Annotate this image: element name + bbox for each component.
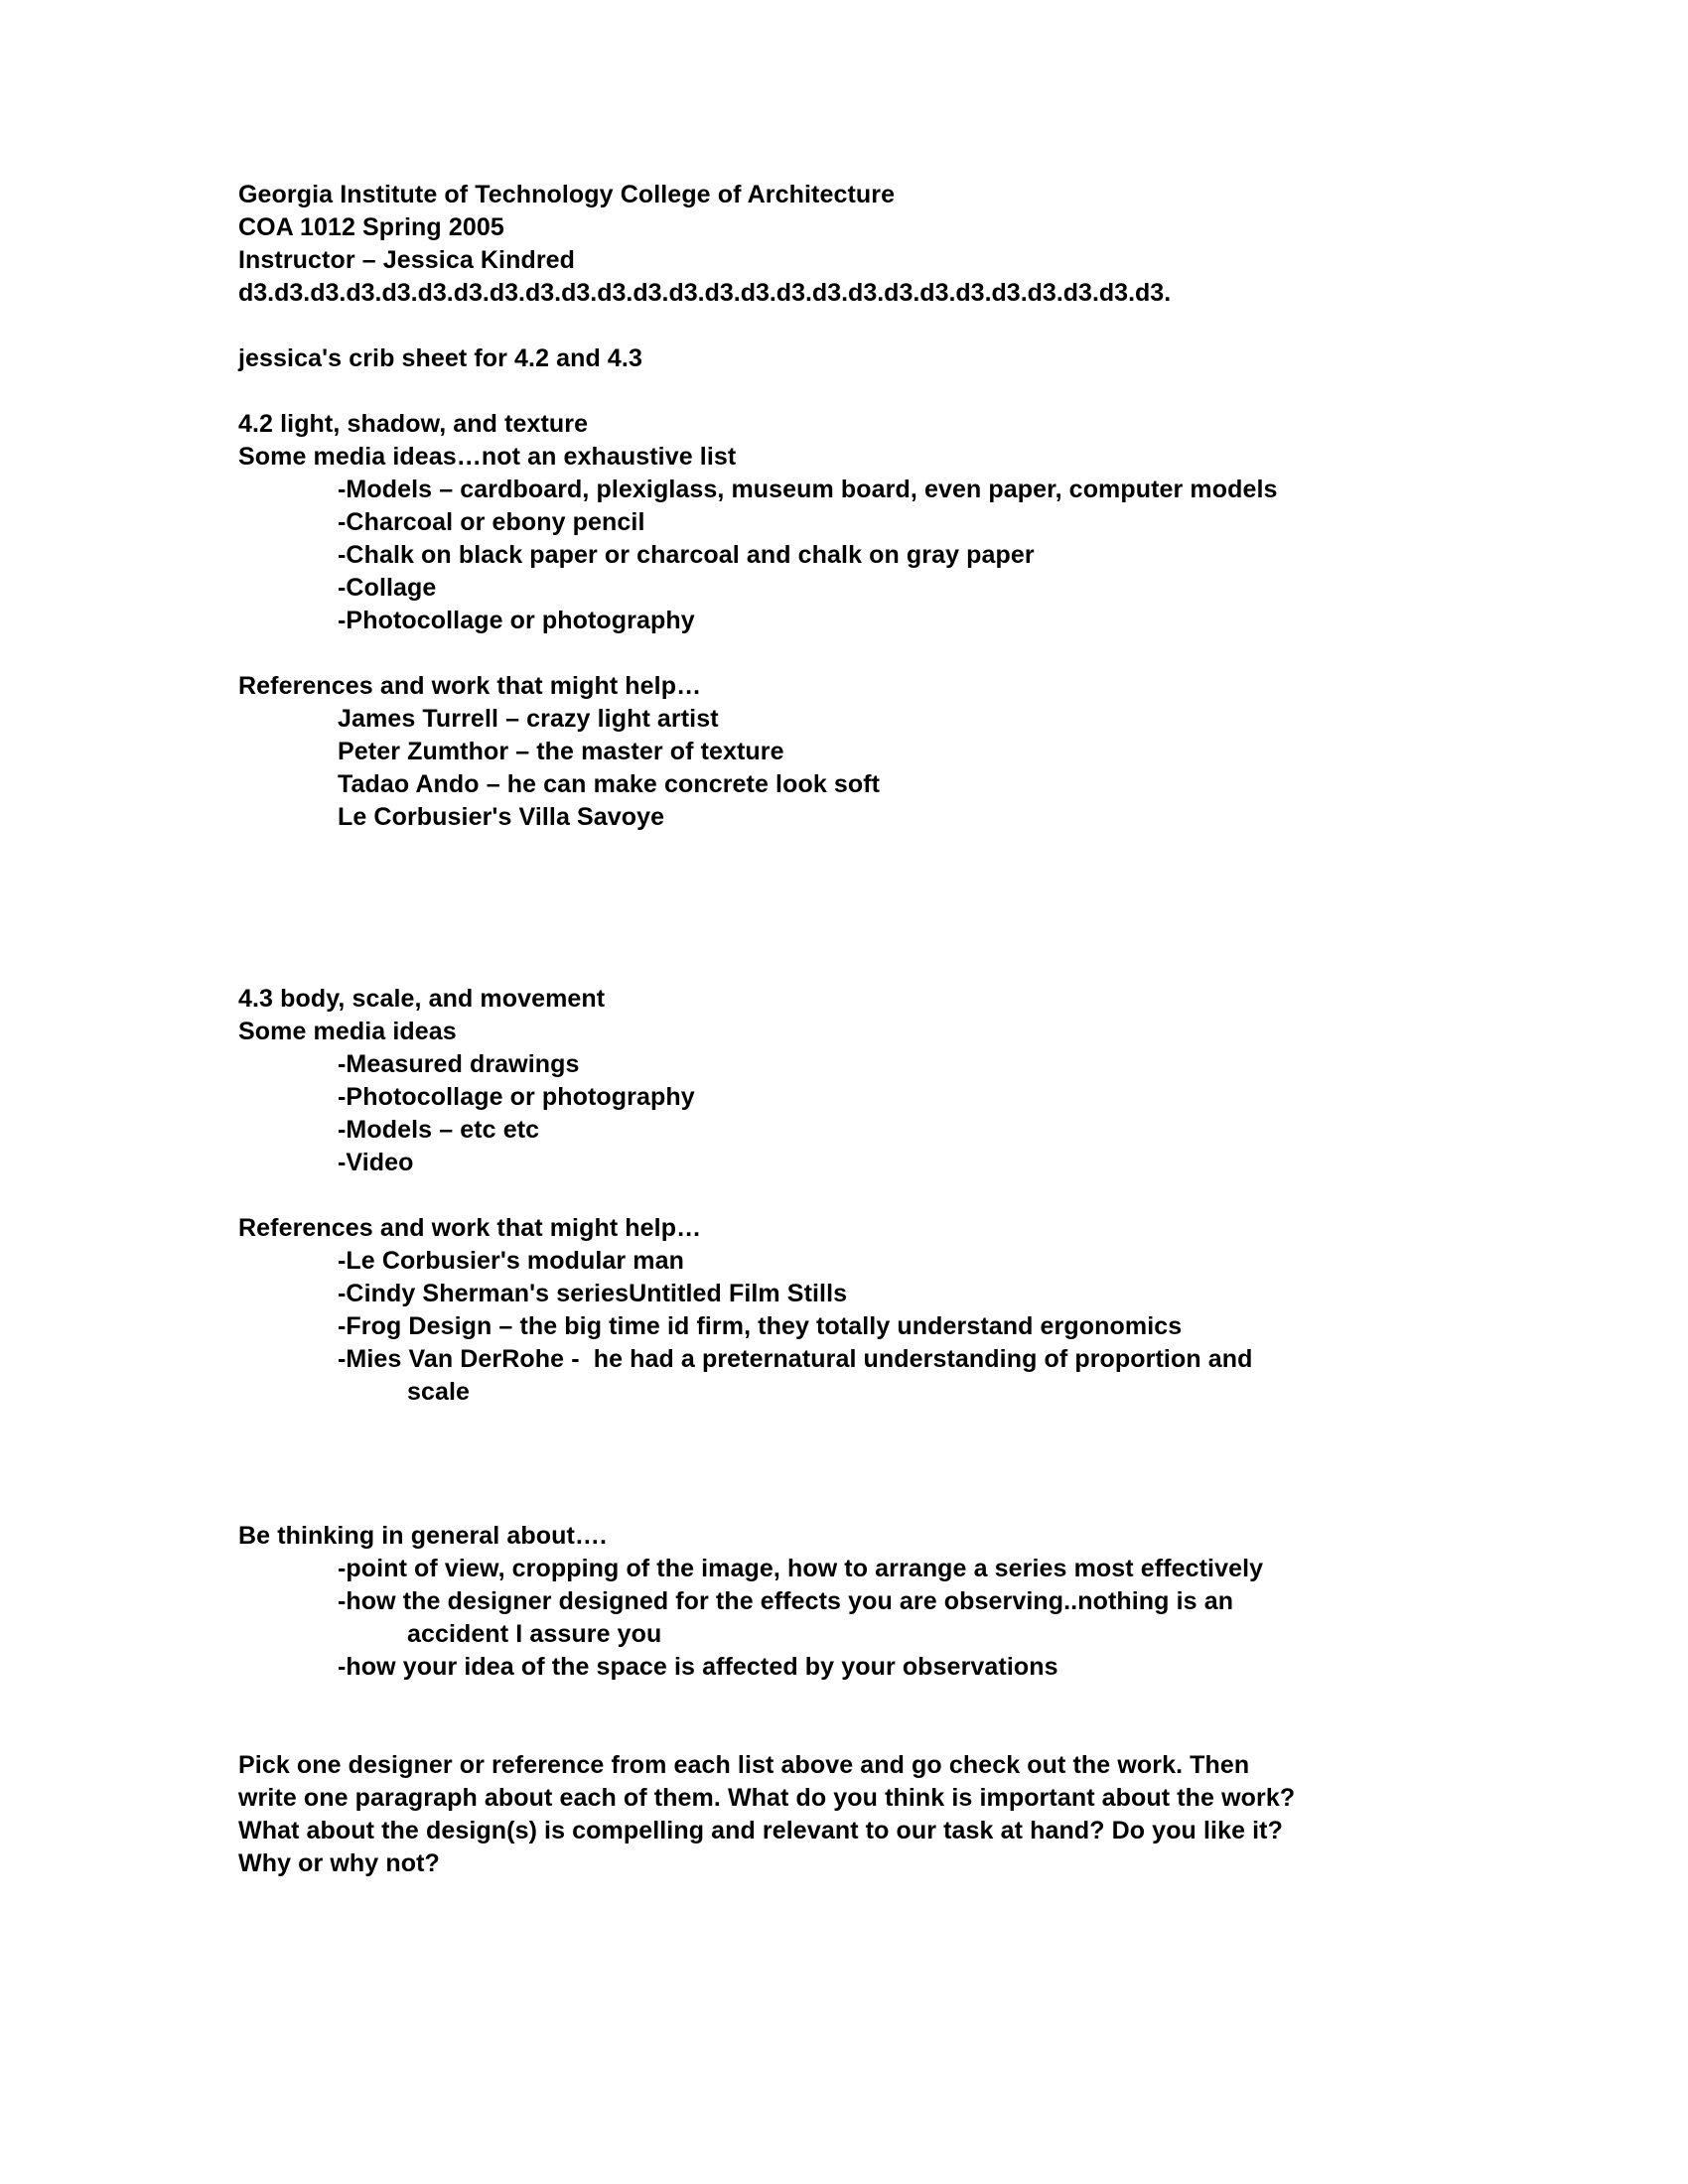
course-line: COA 1012 Spring 2005 xyxy=(238,213,504,241)
list-item: -Measured drawings xyxy=(338,1050,580,1078)
assignment-line: Pick one designer or reference from each list above and go check out the work. Then xyxy=(238,1751,1250,1779)
section-43-media-heading: Some media ideas xyxy=(238,1018,457,1045)
list-item: -Video xyxy=(338,1149,414,1176)
section-gap xyxy=(238,1684,1489,1749)
list-item: -Chalk on black paper or charcoal and chalk on gray paper xyxy=(338,541,1035,569)
section-43-references-heading: References and work that might help… xyxy=(238,1214,702,1242)
instructor-line: Instructor – Jessica Kindred xyxy=(238,246,576,274)
document-body xyxy=(238,179,1489,1880)
assignment-line: write one paragraph about each of them. What do you think is important about the work? xyxy=(238,1784,1296,1812)
section-gap xyxy=(238,1409,1489,1520)
list-item: -Frog Design – the big time id firm, they totally understand ergonomics xyxy=(338,1312,1183,1340)
spacer xyxy=(238,310,1489,342)
spacer xyxy=(238,375,1489,408)
list-item: -Collage xyxy=(338,574,437,602)
list-item: James Turrell – crazy light artist xyxy=(338,705,719,733)
list-item: -Charcoal or ebony pencil xyxy=(338,508,645,536)
list-item: -Photocollage or photography xyxy=(338,607,695,634)
code-sequence-line: d3.d3.d3.d3.d3.d3.d3.d3.d3.d3.d3.d3.d3.d3.d3.d3.d3.d3.d3.d3.d3.d3.d3.d3.d3.d3. xyxy=(238,279,1172,307)
list-item: -Models – etc etc xyxy=(338,1116,540,1144)
list-item: -Photocollage or photography xyxy=(338,1083,695,1111)
list-item: -Le Corbusier's modular man xyxy=(338,1247,684,1275)
assignment-line: Why or why not? xyxy=(238,1849,440,1877)
section-42-media-heading: Some media ideas…not an exhaustive list xyxy=(238,443,737,471)
list-item: Le Corbusier's Villa Savoye xyxy=(338,803,665,831)
list-item: -how your idea of the space is affected by your observations xyxy=(338,1653,1058,1681)
list-item: -Cindy Sherman's seriesUntitled Film Stills xyxy=(338,1280,848,1307)
list-item: -point of view, cropping of the image, how to arrange a series most effectively xyxy=(338,1555,1264,1582)
list-item: -Mies Van DerRohe - he had a preternatural understanding of proportion and xyxy=(338,1345,1253,1373)
section-43-heading: 4.3 body, scale, and movement xyxy=(238,985,606,1013)
list-item: -how the designer designed for the effects you are observing..nothing is an xyxy=(338,1587,1234,1615)
list-item-continuation: scale xyxy=(407,1378,471,1406)
institution-line: Georgia Institute of Technology College of Architecture xyxy=(238,181,896,208)
list-item: Peter Zumthor – the master of texture xyxy=(338,738,784,765)
list-item-continuation: accident I assure you xyxy=(407,1620,662,1648)
spacer xyxy=(238,1179,1489,1212)
section-42-heading: 4.2 light, shadow, and texture xyxy=(238,410,589,438)
general-heading: Be thinking in general about…. xyxy=(238,1522,608,1550)
subtitle-line: jessica's crib sheet for 4.2 and 4.3 xyxy=(238,344,642,372)
section-42-references-heading: References and work that might help… xyxy=(238,672,702,700)
list-item: Tadao Ando – he can make concrete look soft xyxy=(338,770,881,798)
list-item: -Models – cardboard, plexiglass, museum board, even paper, computer models xyxy=(338,476,1278,503)
assignment-line: What about the design(s) is compelling and relevant to our task at hand? Do you like it? xyxy=(238,1817,1283,1844)
section-gap xyxy=(238,834,1489,983)
spacer xyxy=(238,637,1489,670)
